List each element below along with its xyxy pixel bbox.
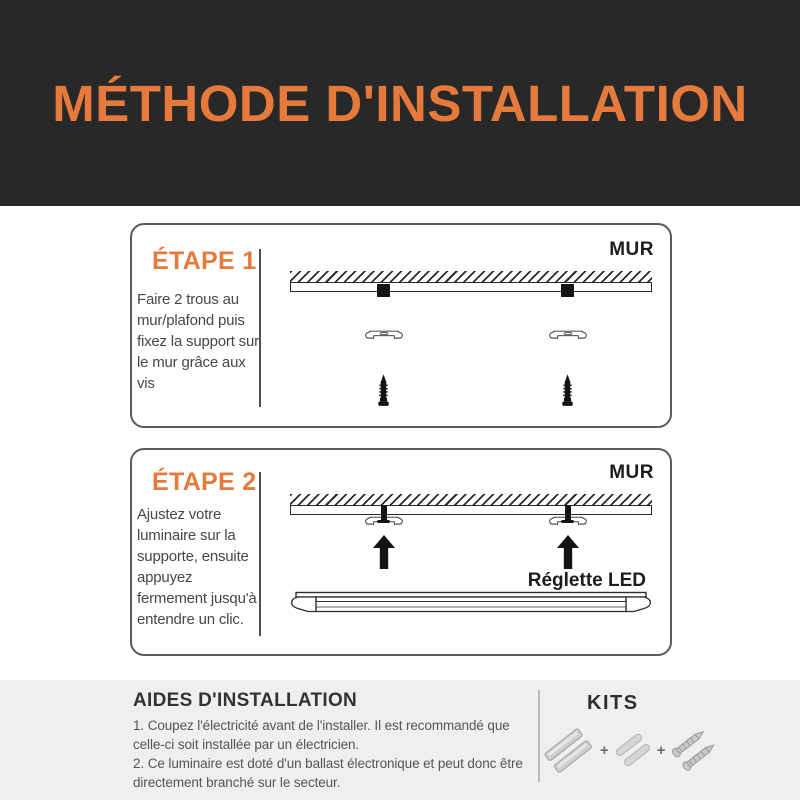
mounting-clip-icon [548, 328, 588, 341]
instruction-1: 1. Coupez l'électricité avant de l'installer. Il est recommandé que celle-ci soit installée par un électricien. [133, 718, 510, 752]
led-batten-icon [290, 590, 652, 616]
help-title: AIDES D'INSTALLATION [133, 690, 358, 711]
installation-help-section [0, 680, 800, 800]
wall-hatch [290, 494, 652, 505]
footer-divider [538, 690, 540, 782]
step-2-description: Ajustez votre luminaire sur la supporte, ensuite appuyez fermement jusqu'à entendre un clic. [137, 506, 257, 628]
wall-bar [290, 505, 652, 515]
screw-head-icon [377, 520, 390, 523]
step-2-divider [259, 472, 261, 636]
plus-sign: + [656, 741, 666, 759]
help-instructions [133, 716, 537, 792]
step-1-divider [259, 249, 261, 407]
step-1-description: Faire 2 trous au mur/plafond puis fixez la support sur le mur grâce aux vis [137, 291, 259, 392]
screw-head-icon [561, 520, 574, 523]
plus-sign: + [600, 741, 609, 759]
mounting-clips-kit-icon [543, 725, 595, 775]
kits-title: KITS [587, 692, 639, 714]
screw-icon [377, 374, 390, 408]
step-2-label: ÉTAPE 2 [152, 468, 257, 496]
mounting-clip-icon [364, 328, 404, 341]
step-1-wall-diagram [290, 271, 652, 411]
page-title: MÉTHODE D'INSTALLATION [52, 74, 748, 132]
instruction-2: 2. Ce luminaire est doté d'un ballast électronique et peut donc être directement branché sur le secteur. [133, 756, 523, 790]
wall-hatch [290, 271, 652, 282]
wall-anchors-kit-icon [614, 725, 652, 775]
step-1-wall-label: MUR [609, 239, 654, 260]
drill-mark-icon [377, 284, 390, 297]
wall-bar [290, 282, 652, 292]
fixture-label: Réglette LED [527, 570, 646, 591]
step-1-label: ÉTAPE 1 [152, 247, 257, 275]
kits-contents [543, 724, 721, 776]
screws-kit-icon [671, 724, 721, 776]
step-2-wall-label: MUR [609, 462, 654, 483]
drill-mark-icon [561, 284, 574, 297]
arrow-up-icon [557, 534, 579, 570]
arrow-up-icon [373, 534, 395, 570]
header-banner [0, 0, 800, 206]
step-2-panel [130, 448, 672, 656]
screw-icon [561, 374, 574, 408]
step-1-panel [130, 223, 672, 428]
